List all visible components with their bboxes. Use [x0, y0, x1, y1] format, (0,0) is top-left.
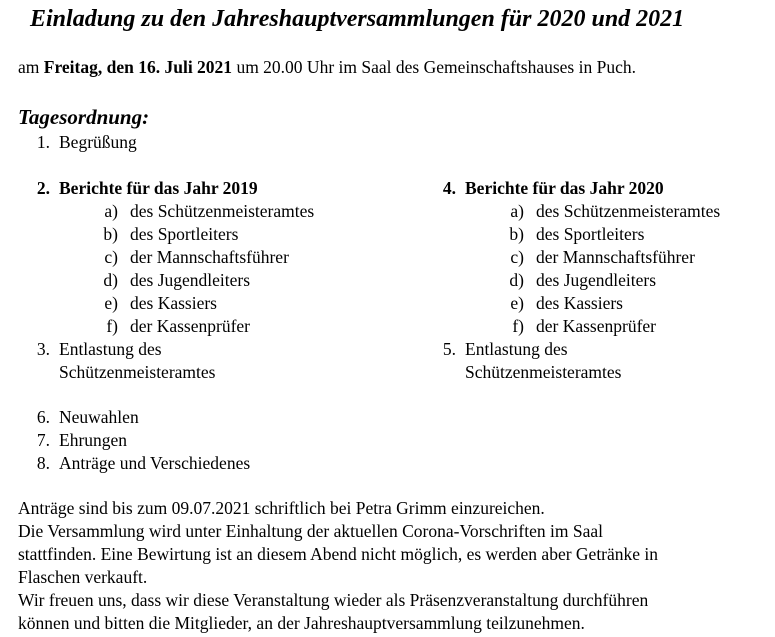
report-letter: a) — [510, 201, 524, 221]
agenda-number: 5. — [442, 339, 456, 359]
date-prefix: am — [18, 57, 44, 77]
report-text: des Sportleiters — [536, 224, 645, 244]
agenda-number: 3. — [36, 339, 50, 359]
report-letter: d) — [509, 270, 524, 290]
paragraph-line: Anträge sind bis zum 09.07.2021 schriftlich bei Petra Grimm einzureichen. — [18, 498, 545, 518]
date-suffix: um 20.00 Uhr im Saal des Gemeinschaftshauses in Puch. — [232, 57, 636, 77]
agenda-number: 6. — [36, 407, 50, 427]
agenda-number: 2. — [36, 178, 50, 198]
agenda-text: Berichte für das Jahr 2020 — [465, 178, 664, 198]
document-title: Einladung zu den Jahreshauptversammlungen für 2020 und 2021 — [30, 6, 685, 32]
report-text: der Mannschaftsführer — [536, 247, 695, 267]
report-letter: e) — [104, 293, 118, 313]
agenda-text: Anträge und Verschiedenes — [59, 453, 251, 473]
paragraph-line: Die Versammlung wird unter Einhaltung der aktuellen Corona-Vorschriften im Saal — [18, 521, 603, 541]
agenda-text-line2: Schützenmeisteramtes — [465, 362, 622, 382]
report-text: der Mannschaftsführer — [130, 247, 289, 267]
report-text: der Kassenprüfer — [130, 316, 251, 336]
paragraph-line: Wir freuen uns, dass wir diese Veranstaltung wieder als Präsenzveranstaltung durchführen — [18, 590, 649, 610]
report-text: des Schützenmeisteramtes — [130, 201, 315, 221]
date-line — [18, 56, 636, 79]
paragraph-line: Flaschen verkauft. — [18, 567, 148, 587]
agenda-number: 7. — [36, 430, 50, 450]
agenda-text-line2: Schützenmeisteramtes — [59, 362, 216, 382]
report-text: des Sportleiters — [130, 224, 239, 244]
agenda-number: 4. — [442, 178, 456, 198]
date-bold: Freitag, den 16. Juli 2021 — [43, 57, 233, 77]
report-letter: b) — [509, 224, 524, 244]
paragraph-line: stattfinden. Eine Bewirtung ist an diesem Abend nicht möglich, es werden aber Getränke in — [18, 544, 659, 564]
paragraph-line: können und bitten die Mitglieder, an der Jahreshauptversammlung teilzunehmen. — [18, 613, 585, 633]
report-letter: e) — [510, 293, 524, 313]
agenda-heading: Tagesordnung: — [18, 105, 150, 129]
agenda-text: Begrüßung — [59, 132, 137, 152]
report-text: des Kassiers — [536, 293, 623, 313]
report-letter: c) — [104, 247, 118, 267]
report-letter: f) — [106, 316, 118, 336]
agenda-text: Entlastung des — [465, 339, 568, 359]
report-letter: a) — [104, 201, 118, 221]
agenda-text: Entlastung des — [59, 339, 162, 359]
agenda-text: Berichte für das Jahr 2019 — [59, 178, 258, 198]
agenda-text: Neuwahlen — [59, 407, 139, 427]
agenda-text: Ehrungen — [59, 430, 128, 450]
report-letter: d) — [103, 270, 118, 290]
report-text: des Schützenmeisteramtes — [536, 201, 721, 221]
report-text: der Kassenprüfer — [536, 316, 657, 336]
report-letter: b) — [103, 224, 118, 244]
agenda-number: 1. — [36, 132, 50, 152]
report-text: des Kassiers — [130, 293, 217, 313]
report-letter: f) — [512, 316, 524, 336]
report-text: des Jugendleiters — [130, 270, 251, 290]
agenda-number: 8. — [36, 453, 50, 473]
report-text: des Jugendleiters — [536, 270, 657, 290]
report-letter: c) — [510, 247, 524, 267]
